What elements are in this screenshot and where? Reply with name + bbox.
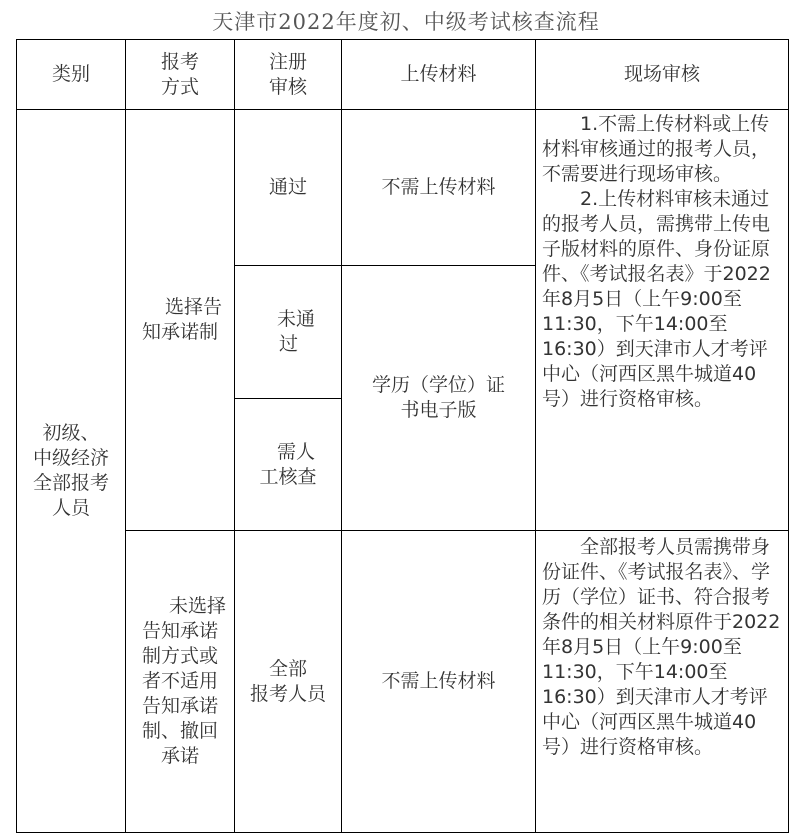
review-fail-cell: 未通 过 [235,266,342,399]
header-registration-review: 注册 审核 [235,40,342,110]
page-title: 天津市2022年度初、中级考试核查流程 [212,10,600,34]
upload-education-cert-cell: 学历（学位）证 书电子版 [342,266,536,531]
upload-none-cell: 不需上传材料 [342,110,536,266]
onsite-review-b-cell: 全部报考人员需携带身份证件、《考试报名表》、学历（学位）证书、符合报考条件的相关材料原件于2022年8月5日（上午9:00至11:30，下午14:00至16:30）到天津市人才考评中心（河西区黑牛城道40号）进行资格审核。 [536,531,789,833]
upload-none-b-cell: 不需上传材料 [342,531,536,833]
review-manual-cell: 需人 工核查 [235,399,342,531]
header-upload-materials: 上传材料 [342,40,536,110]
review-pass-cell: 通过 [235,110,342,266]
row-pass [17,110,789,266]
header-category: 类别 [17,40,126,110]
review-all-cell: 全部 报考人员 [235,531,342,833]
header-onsite-review: 现场审核 [536,40,789,110]
header-row [17,40,789,110]
header-method: 报考 方式 [126,40,235,110]
onsite-review-a-cell: 1.不需上传材料或上传材料审核通过的报考人员，不需要进行现场审核。 2.上传材料审核未通过的报考人员，需携带上传电子版材料的原件、身份证原件、《考试报名表》于2022年8月5日（上午9:00至11:30，下午14:00至16:30）到天津市人才考评中心（河西区黑牛城道40号）进行资格审核。 [536,110,789,531]
method-no-commitment-cell: 未选择 告知承诺 制方式或 者不适用 告知承诺 制、撤回 承诺 [126,531,235,833]
row-all [17,531,789,833]
review-process-table [16,39,789,833]
method-commitment-cell: 选择告 知承诺制 [126,110,235,531]
category-cell: 初级、 中级经济 全部报考 人员 [17,110,126,833]
